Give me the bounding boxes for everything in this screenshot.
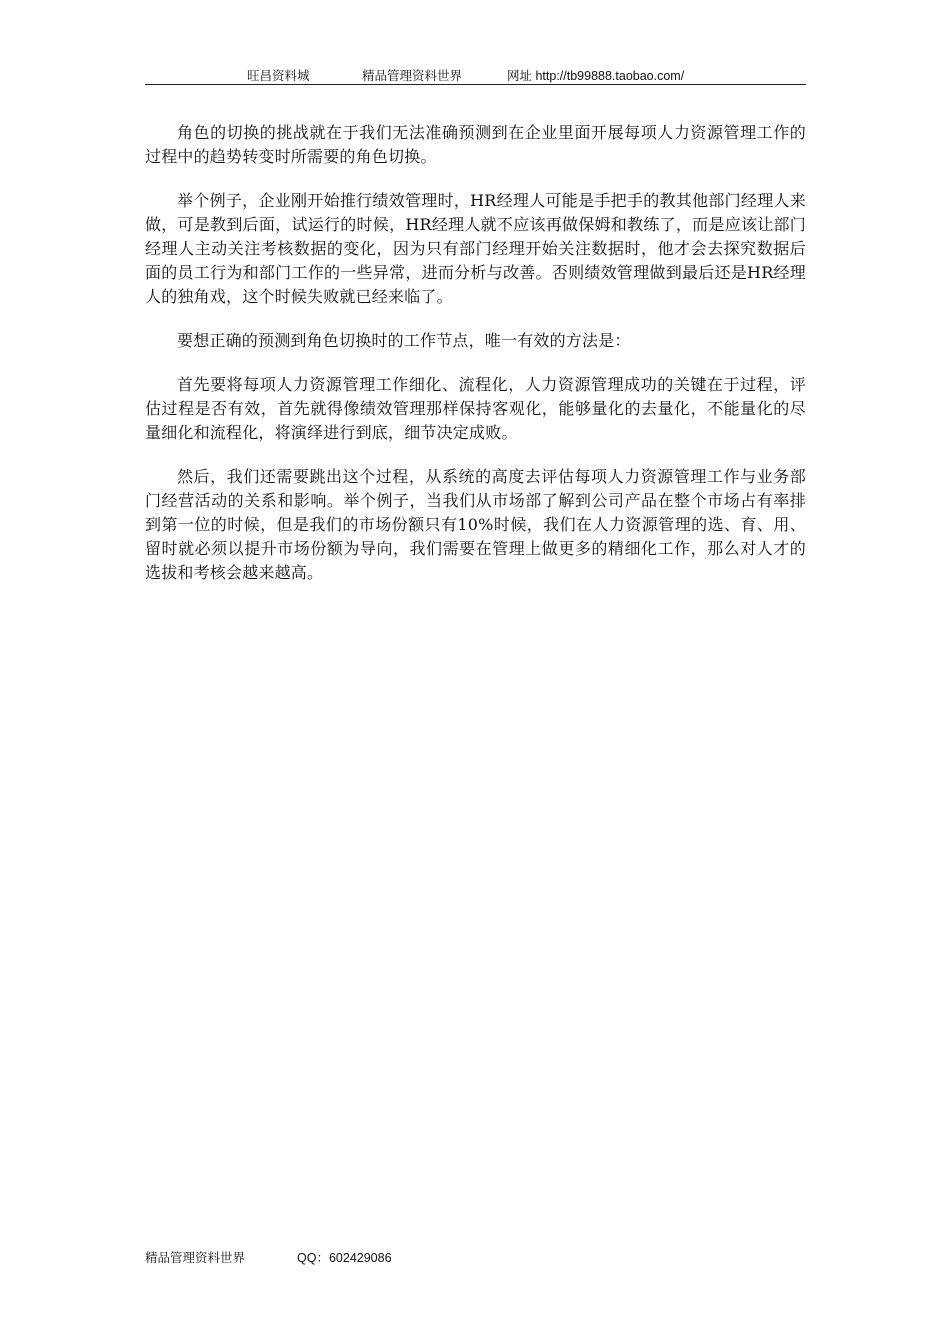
footer-brand: 精品管理资料世界 xyxy=(145,1251,246,1265)
paragraph: 要想正确的预测到角色切换时的工作节点，唯一有效的方法是： xyxy=(177,331,631,350)
page-header xyxy=(145,66,806,86)
header-url: 网址 http://tb99888.taobao.com/ xyxy=(507,69,685,83)
paragraph: 首先要将每项人力资源管理工作细化、流程化，人力资源管理成功的关键在于过程，评估过程是否有效，首先就得像绩效管理那样保持客观化，能够量化的去量化，不能量化的尽量细化和流程化，将演绎进行到底，细节决定成败。 xyxy=(145,375,806,442)
paragraph: 角色的切换的挑战就在于我们无法准确预测到在企业里面开展每项人力资源管理工作的过程中的趋势转变时所需要的角色切换。 xyxy=(145,123,806,166)
paragraph: 举个例子，企业刚开始推行绩效管理时，HR经理人可能是手把手的教其他部门经理人来做，可是教到后面，试运行的时候，HR经理人就不应该再做保姆和教练了，而是应该让部门经理人主动关注考核数据的变化，因为只有部门经理开始关注数据时，他才会去探究数据后面的员工行为和部门工作的一些异常，进而分析与改善。否则绩效管理做到最后还是HR经理人的独角戏，这个时候失败就已经来临了。 xyxy=(145,191,806,306)
footer-qq: QQ：602429086 xyxy=(297,1251,392,1265)
header-brand: 精品管理资料世界 xyxy=(362,69,463,83)
header-site-name: 旺昌资料城 xyxy=(247,69,310,83)
page-footer xyxy=(145,1248,392,1266)
paragraph: 然后，我们还需要跳出这个过程，从系统的高度去评估每项人力资源管理工作与业务部门经营活动的关系和影响。举个例子，当我们从市场部了解到公司产品在整个市场占有率排到第一位的时候，但是我们的市场份额只有10%时候，我们在人力资源管理的选、育、用、留时就必须以提升市场份额为导向，我们需要在管理上做更多的精细化工作，那么对人才的选拔和考核会越来越高。 xyxy=(145,467,806,582)
document-body xyxy=(145,121,806,605)
header-divider xyxy=(145,84,806,85)
